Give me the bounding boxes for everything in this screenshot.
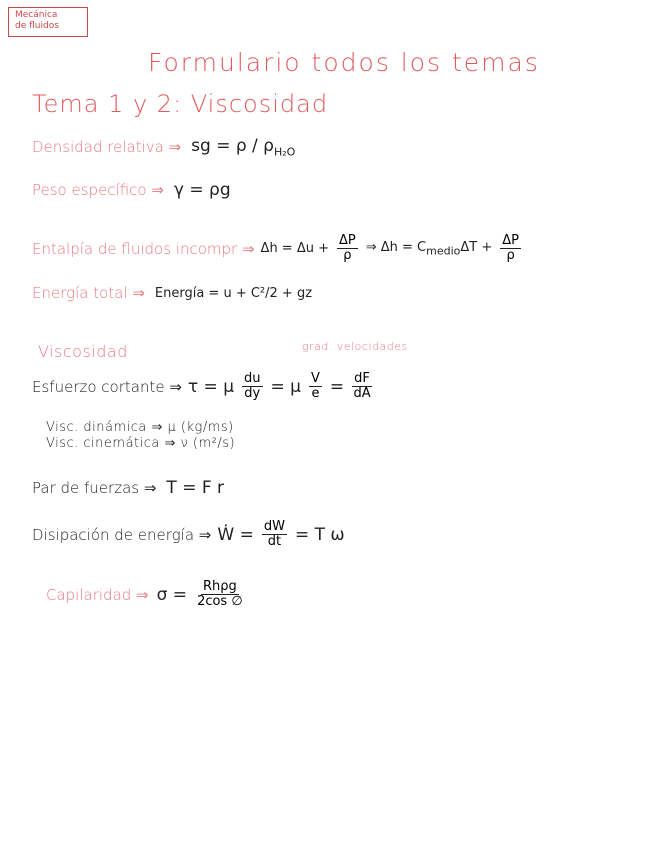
esfuerzo-eq-1: τ = μ bbox=[187, 376, 235, 397]
entalpia-fraction-1: $\frac{\Delta P}{\rho}$ bbox=[339, 233, 356, 263]
peso-label: Peso específico ⇒ bbox=[32, 181, 164, 199]
peso-formula: γ = ρg bbox=[173, 180, 231, 200]
subject-stamp bbox=[8, 7, 88, 37]
disipacion-label: Disipación de energía ⇒ bbox=[32, 525, 212, 544]
densidad-label: Densidad relativa ⇒ bbox=[32, 138, 182, 157]
disipacion-row bbox=[32, 520, 345, 549]
par-formula: T = F r bbox=[166, 478, 225, 498]
esfuerzo-fraction-2: $\frac{V}{e}$ bbox=[311, 371, 320, 401]
disipacion-fraction: $\frac{dW}{dt}$ bbox=[263, 519, 285, 549]
viscosidad-note: grad. velocidades bbox=[302, 340, 408, 353]
esfuerzo-eq-3: = bbox=[329, 376, 345, 397]
esfuerzo-label: Esfuerzo cortante ⇒ bbox=[32, 377, 182, 396]
densidad-formula: sg = ρ / $\rho_{H_2O}$ bbox=[191, 136, 296, 159]
entalpia-fraction-2: $\frac{\Delta P}{\rho}$ bbox=[502, 233, 519, 263]
energia-row bbox=[32, 284, 312, 302]
par-row bbox=[32, 478, 224, 498]
esfuerzo-fraction-1: $\frac{du}{dy}$ bbox=[244, 371, 261, 401]
disipacion-eq-1: Ẇ = bbox=[217, 524, 254, 545]
par-label: Par de fuerzas ⇒ bbox=[32, 479, 157, 497]
esfuerzo-row bbox=[32, 372, 374, 401]
entalpia-label: Entalpía de fluidos incompr ⇒ bbox=[32, 239, 255, 258]
disipacion-eq-2: = T ω bbox=[294, 524, 345, 545]
esfuerzo-fraction-3: $\frac{dF}{dA}$ bbox=[353, 371, 371, 401]
visc-dinamica: Visc. dinámica ⇒ μ (kg/ms) bbox=[46, 420, 234, 435]
capilaridad-label: Capilaridad ⇒ bbox=[46, 585, 149, 604]
stamp-line-1: Mecánica bbox=[15, 10, 58, 20]
visc-cinematica: Visc. cinemática ⇒ ν (m²/s) bbox=[46, 436, 236, 451]
page-title: Formulario todos los temas bbox=[148, 48, 540, 77]
entalpia-row bbox=[32, 234, 523, 263]
energia-label: Energía total ⇒ bbox=[32, 284, 145, 302]
esfuerzo-eq-2: = μ bbox=[270, 376, 301, 397]
section-heading: Tema 1 y 2: Viscosidad bbox=[32, 90, 329, 118]
capilaridad-fraction: $\frac{\text{Rhρg}}{2\cos \emptyset}$ bbox=[197, 579, 243, 609]
peso-row bbox=[32, 180, 231, 200]
viscosidad-heading: Viscosidad bbox=[38, 342, 128, 361]
energia-formula: Energía = u + C²/2 + gz bbox=[154, 285, 313, 301]
stamp-line-2: de fluidos bbox=[15, 21, 59, 31]
entalpia-eq-1: Δh = Δu + bbox=[260, 241, 329, 256]
entalpia-eq-2: ⇒ $\Delta h = C_{medio}\Delta T$ + bbox=[365, 239, 493, 258]
densidad-row bbox=[32, 136, 295, 158]
capilaridad-eq: σ = bbox=[156, 584, 188, 605]
capilaridad-row bbox=[46, 580, 245, 609]
